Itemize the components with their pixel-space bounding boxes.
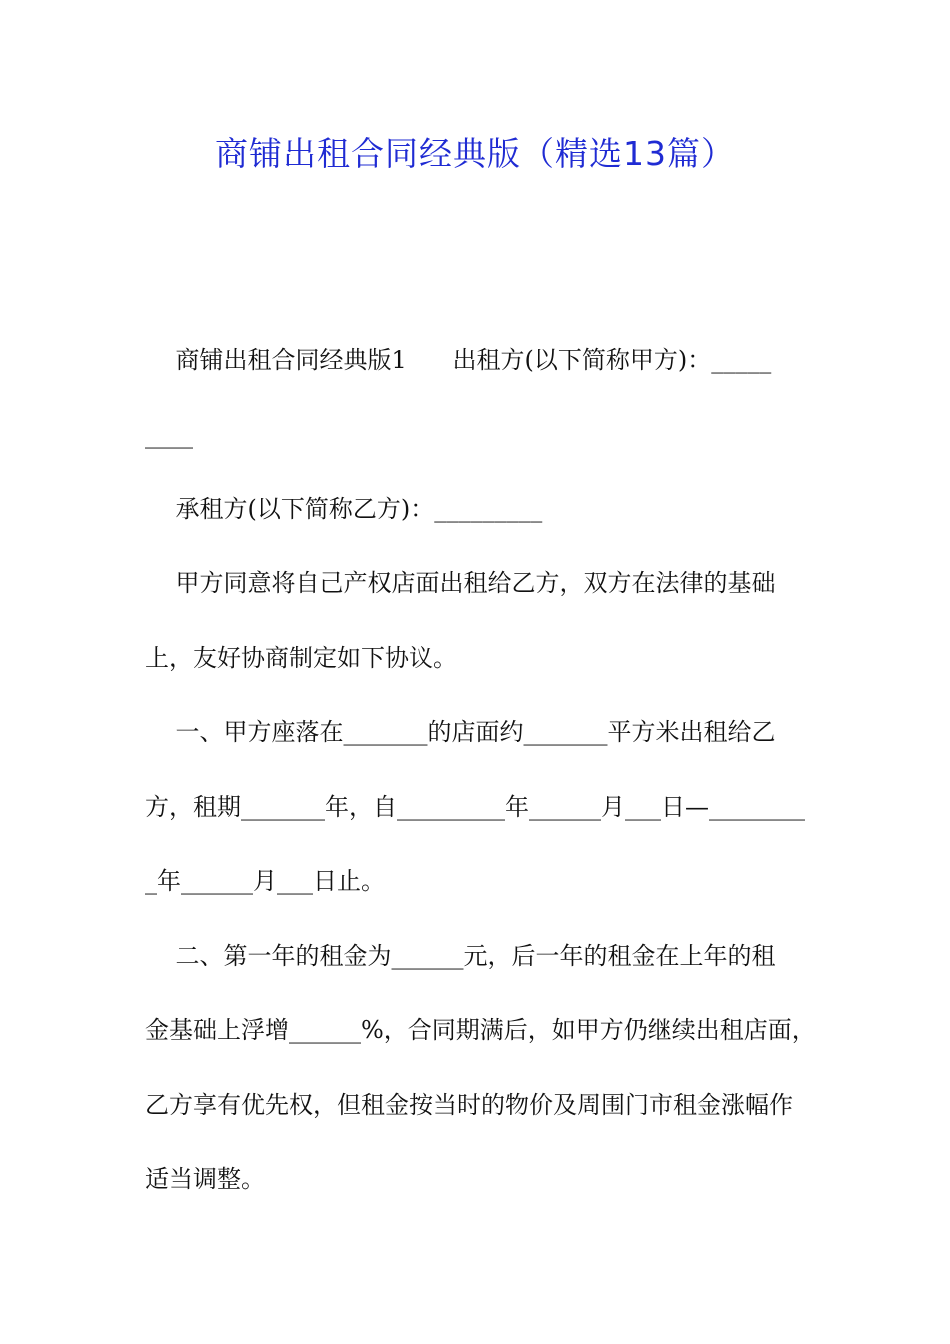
paragraph-line: ____ [145,421,193,449]
paragraph-line: 商铺出租合同经典版1 出租方(以下简称甲方)：_____ [145,346,772,374]
document-title: 商铺出租合同经典版（精选13篇） [215,134,735,173]
paragraph-line: 二、第一年的租金为______元，后一年的租金在上年的租 [145,942,776,970]
paragraph-line: 金基础上浮增______%，合同期满后，如甲方仍继续出租店面， [145,1016,816,1044]
paragraph-line: 方，租期_______年，自_________年______月___日—________ [145,793,805,821]
paragraph-line: 乙方享有优先权，但租金按当时的物价及周围门市租金涨幅作 [145,1091,793,1119]
paragraph-line: 上，友好协商制定如下协议。 [145,644,457,672]
paragraph-line: 适当调整。 [145,1165,265,1193]
paragraph-line: _年______月___日止。 [145,867,385,895]
paragraph-line: 承租方(以下简称乙方)：_________ [145,495,543,523]
paragraph-line: 甲方同意将自己产权店面出租给乙方，双方在法律的基础 [145,569,776,597]
paragraph-line: 一、甲方座落在_______的店面约_______平方米出租给乙 [145,718,776,746]
